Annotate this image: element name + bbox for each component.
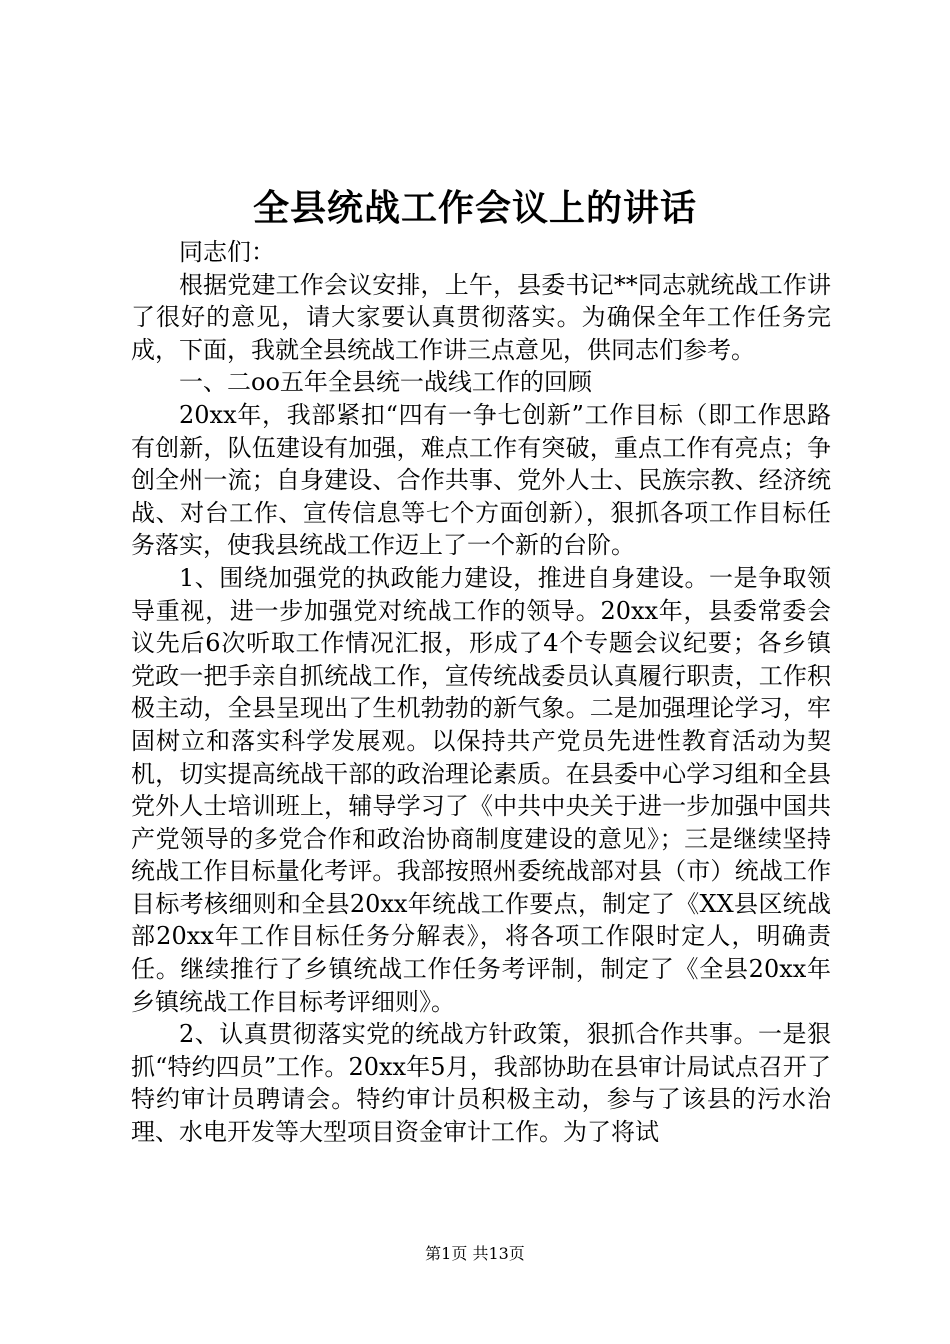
page-number-footer: 第1页 共13页: [425, 1244, 525, 1263]
document-title: 全县统战工作会议上的讲话: [252, 187, 697, 229]
point-2-paragraph: 2、认真贯彻落实党的统战方针政策，狠抓合作共事。一是狠抓“特约四员”工作。20xx年5月，我部协助在县审计局试点召开了特约审计员聘请会。特约审计员积极主动，参与了该县的污水治理、水电开发等大型项目资金审计工作。为了将试: [131, 1020, 831, 1147]
salutation-paragraph: 同志们：: [179, 238, 275, 266]
review-paragraph: 20xx年，我部紧扣“四有一争七创新”工作目标（即工作思路有创新，队伍建设有加强，难点工作有突破，重点工作有亮点；争创全州一流；自身建设、合作共事、党外人士、民族宗教、经济统战、对台工作、宣传信息等七个方面创新），狠抓各项工作目标任务落实，使我县统战工作迈上了一个新的台阶。: [131, 400, 831, 560]
point-1-paragraph: 1、围绕加强党的执政能力建设，推进自身建设。一是争取领导重视，进一步加强党对统战工作的领导。20xx年，县委常委会议先后6次听取工作情况汇报，形成了4个专题会议纪要；各乡镇党政一把手亲自抓统战工作，宣传统战委员认真履行职责，工作积极主动，全县呈现出了生机勃勃的新气象。二是加强理论学习，牢固树立和落实科学发展观。以保持共产党员先进性教育活动为契机，切实提高统战干部的政治理论素质。在县委中心学习组和全县党外人士培训班上，辅导学习了《中共中央关于进一步加强中国共产党领导的多党合作和政治协商制度建设的意见》；三是继续坚持统战工作目标量化考评。我部按照州委统战部对县（市）统战工作目标考核细则和全县20xx年统战工作要点，制定了《XX县区统战部20xx年工作目标任务分解表》，将各项工作限时定人，明确责任。继续推行了乡镇统战工作任务考评制，制定了《全县20xx年乡镇统战工作目标考评细则》。: [131, 563, 831, 1016]
section-heading-1: 一、二oo五年全县统一战线工作的回顾: [179, 368, 592, 397]
document-body: [131, 236, 831, 1149]
intro-paragraph: 根据党建工作会议安排，上午，县委书记**同志就统战工作讲了很好的意见，请大家要认真贯彻落实。为确保全年工作任务完成，下面，我就全县统战工作讲三点意见，供同志们参考。: [131, 270, 831, 364]
